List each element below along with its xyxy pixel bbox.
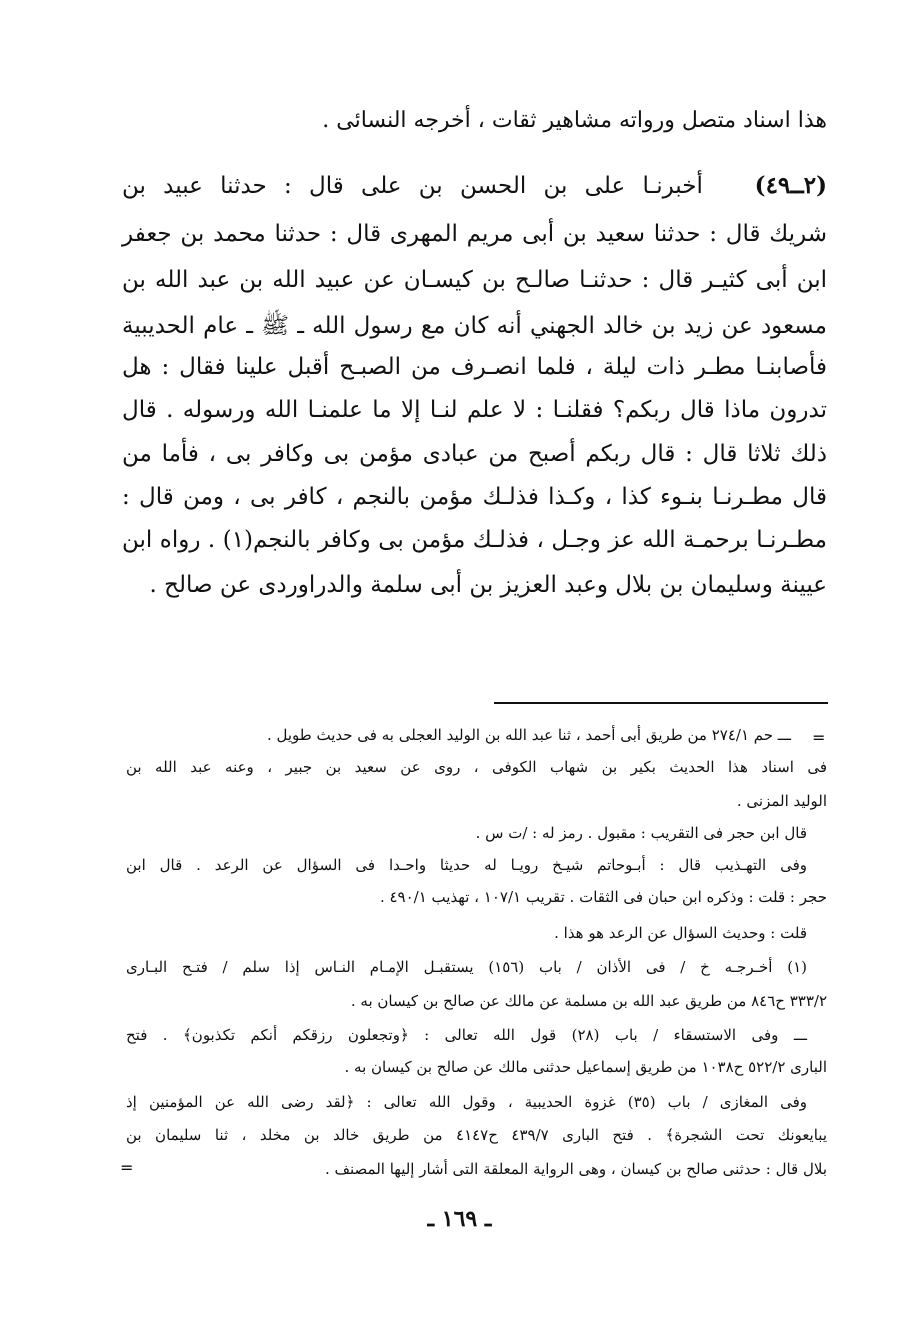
footnote-line-8: (١) أخـرجـه خ / فى الأذان / باب (١٥٦) يستقبـل الإمـام النـاس إذا سلم / فتـح البـارى xyxy=(126,958,807,976)
hadith-line-9: مطـرنـا برحمـة الله عز وجـل ، فذلـك مؤمن بى وكافر بالنجم(١) . رواه ابن xyxy=(122,527,827,553)
hadith-line-10: عيينة وسليمان بن بلال وعبد العزيز بن أبى سلمة والدراوردى عن صالح . xyxy=(149,572,827,598)
hadith-line-1-text: أخبرنـا على بن الحسن بن على قال : حدثنا عبيد بن xyxy=(122,173,703,199)
continuation-mark-top: = xyxy=(812,728,826,747)
footnote-line-14: بلال قال : حدثنى صالح بن كيسان ، وهى الرواية المعلقة التى أشار إليها المصنف . xyxy=(324,1160,827,1178)
footnote-line-2: فى اسناد هذا الحديث بكير بن شهاب الكوفى ، روى عن سعيد بن جبير ، وعنه عبد الله بن xyxy=(126,758,827,776)
footnote-line-9: ٣٣٣/٢ ح٨٤٦ من طريق عبد الله بن مسلمة عن مالك عن صالح بن كيسان به . xyxy=(350,992,827,1010)
page-number: ـ ١٦٩ ـ xyxy=(427,1206,492,1232)
hadith-number: (٢ــ٤٩) xyxy=(754,172,828,199)
footnote-line-5: وفى التهـذيب قال : أبـوحاتم شيـخ رويـا له حديثا واحـدا فى السؤال عن الرعد . قال ابن xyxy=(126,856,807,874)
footnote-line-1: ـــ حم ٢٧٤/١ من طريق أبى أحمد ، ثنا عبد الله بن الوليد العجلى به فى حديث طويل . xyxy=(266,726,791,744)
footnote-line-4: قال ابن حجر فى التقريب : مقبول . رمز له : /ت س . xyxy=(475,824,807,842)
hadith-line-8: قال مطـرنـا بنـوء كذا ، وكـذا فذلـك مؤمن بالنجم ، كافر بى ، ومن قال : xyxy=(122,484,827,510)
footnote-line-3: الوليد المزنى . xyxy=(736,792,827,810)
hadith-line-5: فأصابنـا مطـر ذات ليلة ، فلما انصـرف من الصبـح أقبل علينا فقال : هل xyxy=(122,354,827,380)
hadith-line-2: شريك قال : حدثنا سعيد بن أبى مريم المهرى قال : حدثنا محمد بن جعفر xyxy=(122,221,827,247)
footnote-line-10: ـــ وفى الاستسقاء / باب (٢٨) قول الله تعالى : ﴿وتجعلون رزقكم أنكم تكذبون﴾ . فتح xyxy=(126,1026,807,1044)
footnote-line-12: وفى المغازى / باب (٣٥) غزوة الحديبية ، وقول الله تعالى : ﴿لقد رضى الله عن المؤمنين إذ xyxy=(126,1093,807,1111)
footnote-line-6: حجر : قلت : وذكره ابن حبان فى الثقات . تقريب ١٠٧/١ ، تهذيب ٤٩٠/١ . xyxy=(379,888,827,906)
intro-line: هذا اسناد متصل ورواته مشاهير ثقات ، أخرجه النسائى . xyxy=(322,108,827,133)
hadith-line-4: مسعود عن زيد بن خالد الجهني أنه كان مع رسول الله ـ ﷺ ـ عام الحديبية xyxy=(122,313,827,339)
footnote-divider xyxy=(494,702,828,704)
hadith-line-7: ذلك ثلاثا قال : قال ربكم أصبح من عبادى مؤمن بى وكافر بى ، فأما من xyxy=(122,441,827,467)
hadith-line-3: ابن أبى كثيـر قال : حدثنـا صالـح بن كيسـان عن عبيد الله بن عبد الله بن xyxy=(122,267,827,293)
footnote-line-13: يبايعونك تحت الشجرة﴾ . فتح البارى ٤٣٩/٧ ح٤١٤٧ من طريق خالد بن مخلد ، ثنا سليمان بن xyxy=(126,1126,828,1144)
hadith-line-6: تدرون ماذا قال ربكم؟ فقلنـا : لا علم لنـا إلا ما علمنـا الله ورسوله . قال xyxy=(122,397,827,423)
hadith-line-1 xyxy=(122,172,827,199)
footnote-line-11: البارى ٥٢٢/٢ ح١٠٣٨ من طريق إسماعيل حدثنى مالك عن صالح بن كيسان به . xyxy=(344,1058,827,1076)
footnote-line-7: قلت : وحديث السؤال عن الرعد هو هذا . xyxy=(554,924,807,942)
continuation-mark-bottom: = xyxy=(120,1158,134,1177)
